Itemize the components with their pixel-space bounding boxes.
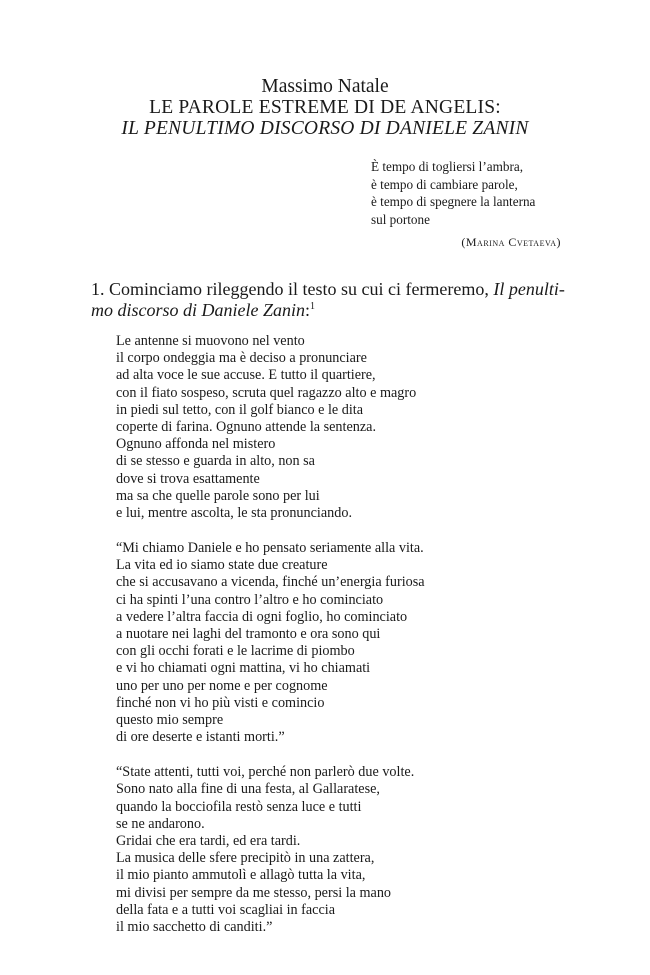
poem-line: in piedi sul tetto, con il golf bianco e le dita	[116, 401, 364, 418]
poem-stanza	[116, 540, 556, 746]
poem-line: questo mio sempre	[116, 712, 224, 729]
poem-line: Ognuno affonda nel mistero	[116, 436, 276, 453]
poem-line: “State attenti, tutti voi, perché non parlerò due volte.	[116, 764, 415, 781]
article-header	[0, 76, 650, 139]
poem-line: coperte di farina. Ognuno attende la sentenza.	[116, 419, 376, 436]
poem-line: quando la bocciofila restò senza luce e tutti	[116, 798, 362, 815]
poem-line: che si accusavano a vicenda, finché un’energia furiosa	[116, 574, 425, 591]
poem-line: Sono nato alla fine di una festa, al Gallaratese,	[116, 781, 380, 798]
poem-line: a nuotare nei laghi del tramonto e ora sono qui	[116, 626, 381, 643]
poem-line: a vedere l’altra faccia di ogni foglio, ho cominciato	[116, 608, 408, 625]
poem-line: uno per uno per nome e per cognome	[116, 677, 328, 694]
poem-title-part2: mo discorso di Daniele Zanin	[91, 300, 305, 320]
poem-line: La musica delle sfere precipitò in una zattera,	[116, 850, 375, 867]
article-title: LE PAROLE ESTREME DI DE ANGELIS:	[149, 97, 501, 118]
section-intro-text: 1. Cominciamo rileggendo il testo su cui ci fermeremo,	[91, 279, 494, 299]
epigraph-line: È tempo di togliersi l’ambra,	[371, 159, 523, 174]
poem-line: mi divisi per sempre da me stesso, persi la mano	[116, 884, 392, 901]
section-intro	[91, 279, 565, 321]
poem-line: La vita ed io siamo state due creature	[116, 557, 328, 574]
poem-line: dove si trova esattamente	[116, 470, 260, 487]
poem-line: ma sa che quelle parole sono per lui	[116, 487, 320, 504]
epigraph-attribution: (Marina Cvetaeva)	[461, 235, 561, 249]
poem-line: Gridai che era tardi, ed era tardi.	[116, 833, 301, 850]
poem-stanza	[116, 764, 556, 936]
footnote-ref[interactable]: 1	[310, 301, 316, 312]
poem-line: “Mi chiamo Daniele e ho pensato seriamente alla vita.	[116, 540, 424, 557]
poem-line: se ne andarono.	[116, 815, 205, 832]
epigraph-line: sul portone	[371, 211, 430, 227]
epigraph-line: è tempo di spegnere la lanterna	[371, 194, 536, 209]
poem-line: di ore deserte e istanti morti.”	[116, 729, 285, 746]
poem-line: della fata e a tutti voi scagliai in faccia	[116, 901, 336, 918]
poem-line: e lui, mentre ascolta, le sta pronunciando.	[116, 505, 352, 522]
section-intro-line	[91, 300, 561, 321]
article-subtitle: IL PENULTIMO DISCORSO DI DANIELE ZANIN	[121, 118, 529, 139]
poem-line: e vi ho chiamati ogni mattina, vi ho chiamati	[116, 660, 371, 677]
poem-stanza	[116, 333, 556, 522]
poem-line: il corpo ondeggia ma è deciso a pronunciare	[116, 350, 367, 367]
poem-line: finché non vi ho più visti e comincio	[116, 694, 325, 711]
section-intro-line	[91, 279, 565, 300]
epigraph	[371, 158, 561, 252]
poem-title-part1: Il penulti-	[493, 279, 565, 299]
poem-line: ad alta voce le sue accuse. E tutto il quartiere,	[116, 367, 376, 384]
poem-line: con il fiato sospeso, scruta quel ragazzo alto e magro	[116, 384, 417, 401]
epigraph-line: è tempo di cambiare parole,	[371, 176, 518, 192]
author-name: Massimo Natale	[261, 76, 389, 97]
poem-line: ci ha spinti l’una contro l’altro e ho cominciato	[116, 591, 384, 608]
poem-line: Le antenne si muovono nel vento	[116, 333, 305, 349]
poem-line: il mio sacchetto di canditi.”	[116, 919, 273, 936]
poem-line: il mio pianto ammutolì e allagò tutta la vita,	[116, 867, 366, 884]
section-intro-punct: :	[305, 300, 311, 320]
poem-quote	[116, 333, 556, 954]
poem-line: di se stesso e guarda in alto, non sa	[116, 453, 315, 470]
poem-line: con gli occhi forati e le lacrime di piombo	[116, 643, 355, 660]
